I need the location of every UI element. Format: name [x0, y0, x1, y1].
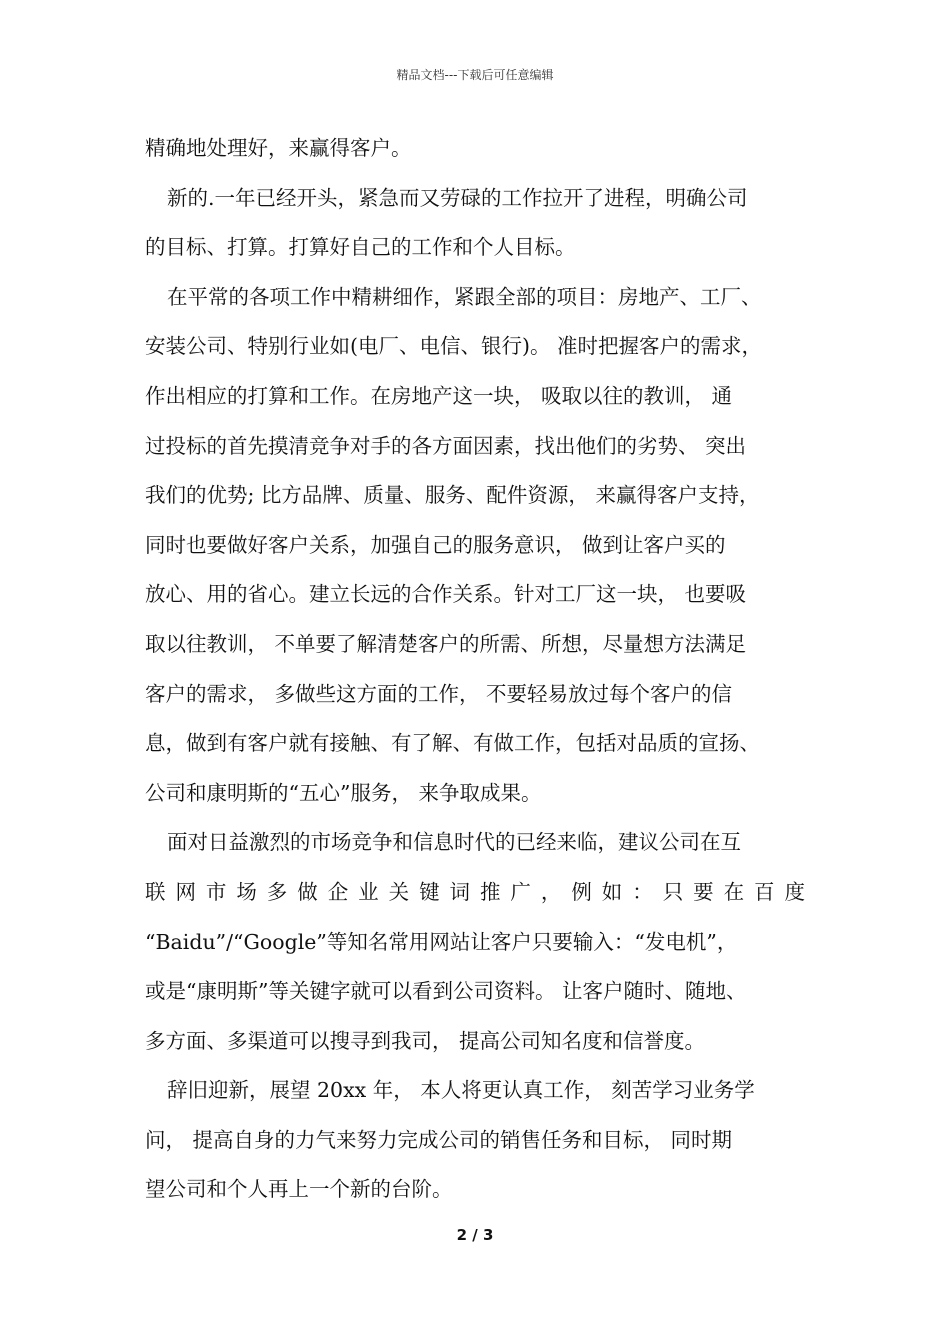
text-line: 联网市场多做企业关键词推广，例如：只要在百度 [145, 879, 805, 904]
text-line: 新的.一年已经开头，紧急而又劳碌的工作拉开了进程，明确公司 [167, 185, 748, 210]
text-line: 取以往教训， 不单要了解清楚客户的所需、所想，尽量想方法满足 [145, 631, 747, 656]
text-line: 息，做到有客户就有接触、有了解、有做工作，包括对品质的宣扬、 [145, 731, 760, 756]
text-line: 安装公司、特别行业如(电厂、电信、银行)。 准时把握客户的需求， [145, 334, 763, 359]
text-line: 精确地处理好，来赢得客户。 [145, 136, 412, 160]
text-line: “Baidu”/“Google”等知名常用网站让客户只要输入：“发电机”， [145, 929, 738, 954]
document-body [145, 124, 835, 1215]
text-line: 客户的需求， 多做些这方面的工作， 不要轻易放过每个客户的信 [145, 681, 733, 706]
text-line: 辞旧迎新，展望 20xx 年， 本人将更认真工作， 刻苦学习业务学 [167, 1078, 755, 1103]
text-line: 公司和康明斯的“五心”服务， 来争取成果。 [145, 780, 542, 805]
text-line: 在平常的各项工作中精耕细作，紧跟全部的项目：房地产、工厂、 [167, 284, 762, 309]
text-line: 作出相应的打算和工作。在房地产这一块， 吸取以往的教训， 通 [145, 383, 733, 408]
text-line: 过投标的首先摸清竞争对手的各方面因素，找出他们的劣势、 突出 [145, 433, 747, 458]
text-line: 放心、用的省心。建立长远的合作关系。针对工厂这一块， 也要吸 [145, 582, 747, 607]
page-number: 2 / 3 [456, 1226, 494, 1244]
text-line: 同时也要做好客户关系，加强自己的服务意识， 做到让客户买的 [145, 532, 726, 557]
text-line: 面对日益激烈的市场竞争和信息时代的已经来临，建议公司在互 [167, 830, 741, 855]
text-line: 望公司和个人再上一个新的台阶。 [145, 1177, 453, 1202]
text-line: 的目标、打算。打算好自己的工作和个人目标。 [145, 235, 576, 260]
text-line: 我们的优势; 比方品牌、质量、服务、配件资源， 来赢得客户支持， [145, 483, 760, 508]
page-header: 精品文档---下载后可任意编辑 [396, 68, 554, 82]
text-line: 或是“康明斯”等关键字就可以看到公司资料。 让客户随时、随地、 [145, 979, 747, 1004]
text-line: 问， 提高自身的力气来努力完成公司的销售任务和目标， 同时期 [145, 1127, 733, 1152]
text-line: 多方面、多渠道可以搜寻到我司， 提高公司知名度和信誉度。 [145, 1028, 706, 1053]
